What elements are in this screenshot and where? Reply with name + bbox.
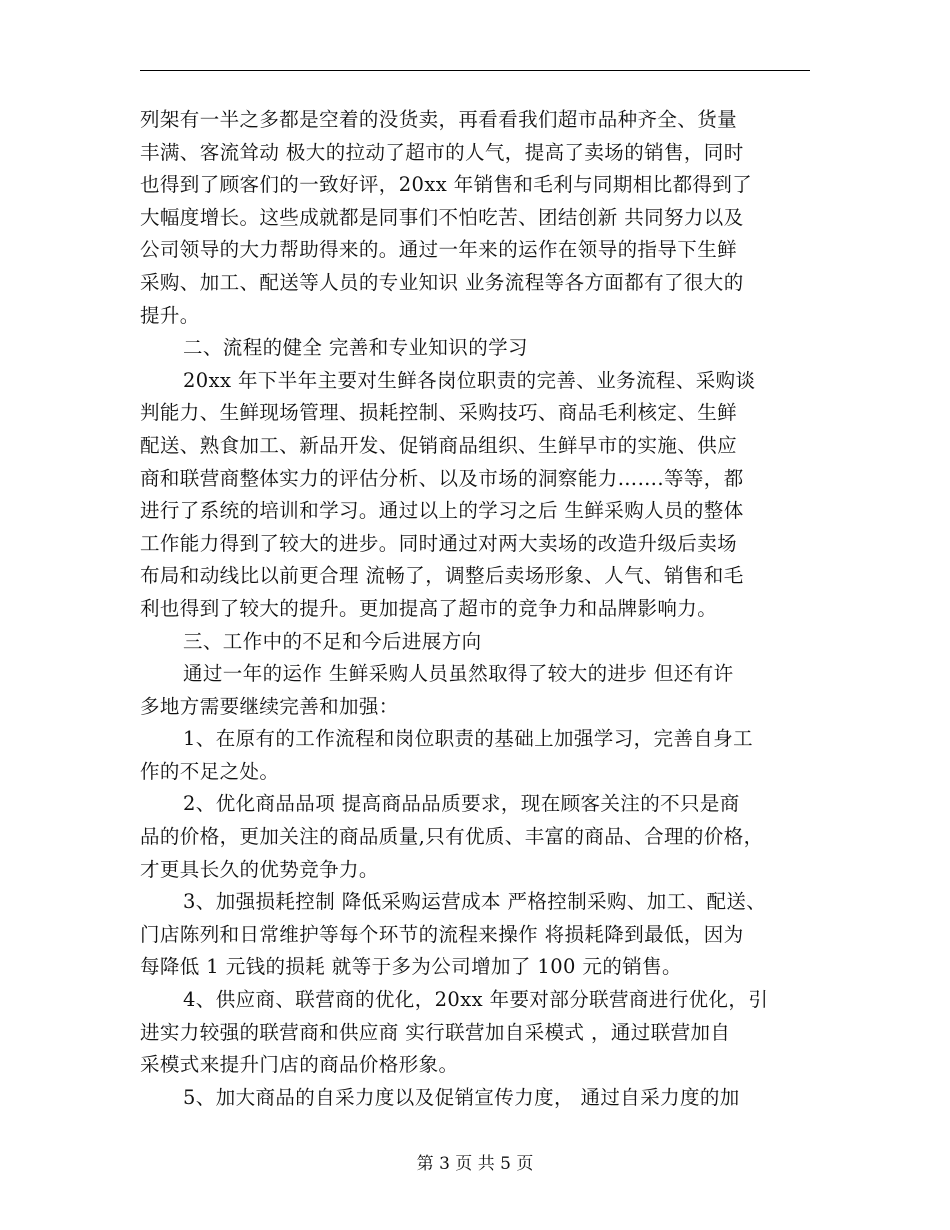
header-rule (140, 70, 810, 71)
list-item-line: 2、优化商品品项 提高商品品质要求，现在顾客关注的不只是商 (183, 792, 740, 816)
section-heading: 三、工作中的不足和今后进展方向 (183, 629, 482, 653)
list-item-line: 作的不足之处。 (140, 759, 280, 783)
list-item-line: 进实力较强的联营商和供应商 实行联营加自采模式 ，通过联营加自 (140, 1020, 731, 1044)
paragraph-line: 利也得到了较大的提升。更加提高了超市的竞争力和品牌影响力。 (140, 596, 718, 620)
paragraph-line: 配送、熟食加工、新品开发、促销商品组织、生鲜早市的实施、供应 (140, 433, 738, 457)
paragraph-line: 提升。 (140, 303, 200, 327)
paragraph-line: 布局和动线比以前更合理 流畅了，调整后卖场形象、人气、销售和毛 (140, 564, 744, 588)
paragraph-line: 通过一年的运作 生鲜采购人员虽然取得了较大的进步 但还有许 (183, 662, 734, 686)
section-heading: 二、流程的健全 完善和专业知识的学习 (183, 336, 528, 360)
list-item-line: 4、供应商、联营商的优化，20xx 年要对部分联营商进行优化，引 (183, 988, 769, 1012)
list-item-line: 5、加大商品的自采力度以及促销宣传力度， 通过自采力度的加 (183, 1085, 740, 1109)
page-number: 第 3 页 共 5 页 (416, 1154, 534, 1174)
paragraph-line: 商和联营商整体实力的评估分析、以及市场的洞察能力…….等等，都 (140, 466, 744, 490)
document-body (140, 104, 810, 1114)
paragraph-line: 进行了系统的培训和学习。通过以上的学习之后 生鲜采购人员的整体 (140, 499, 744, 523)
paragraph-line: 多地方需要继续完善和加强： (140, 694, 399, 718)
paragraph-line: 20xx 年下半年主要对生鲜各岗位职责的完善、业务流程、采购谈 (183, 368, 756, 392)
list-item-line: 品的价格，更加关注的商品质量,只有优质、丰富的商品、合理的价格， (140, 825, 764, 849)
list-item-line: 门店陈列和日常维护等每个环节的流程来操作 将损耗降到最低，因为 (140, 922, 744, 946)
paragraph-line: 大幅度增长。这些成就都是同事们不怕吃苦、团结创新 共同努力以及 (140, 205, 744, 229)
list-item-line: 3、加强损耗控制 降低采购运营成本 严格控制采购、加工、配送、 (183, 890, 767, 914)
list-item-line: 采模式来提升门店的商品价格形象。 (140, 1053, 459, 1077)
list-item-line: 每降低 1 元钱的损耗 就等于多为公司增加了 100 元的销售。 (140, 955, 682, 979)
list-item-line: 1、在原有的工作流程和岗位职责的基础上加强学习，完善自身工 (183, 727, 754, 751)
paragraph-line: 采购、加工、配送等人员的专业知识 业务流程等各方面都有了很大的 (140, 270, 744, 294)
paragraph-line: 列架有一半之多都是空着的没货卖，再看看我们超市品种齐全、货量 (140, 108, 738, 131)
paragraph-line: 判能力、生鲜现场管理、损耗控制、采购技巧、商品毛利核定、生鲜 (140, 401, 738, 425)
paragraph-line: 丰满、客流耸动 极大的拉动了超市的人气，提高了卖场的销售，同时 (140, 140, 744, 164)
paragraph-line: 公司领导的大力帮助得来的。通过一年来的运作在领导的指导下生鲜 (140, 238, 738, 262)
paragraph-line: 也得到了顾客们的一致好评，20xx 年销售和毛利与同期相比都得到了 (140, 173, 753, 197)
list-item-line: 才更具长久的优势竞争力。 (140, 857, 379, 881)
paragraph-line: 工作能力得到了较大的进步。同时通过对两大卖场的改造升级后卖场 (140, 531, 738, 555)
